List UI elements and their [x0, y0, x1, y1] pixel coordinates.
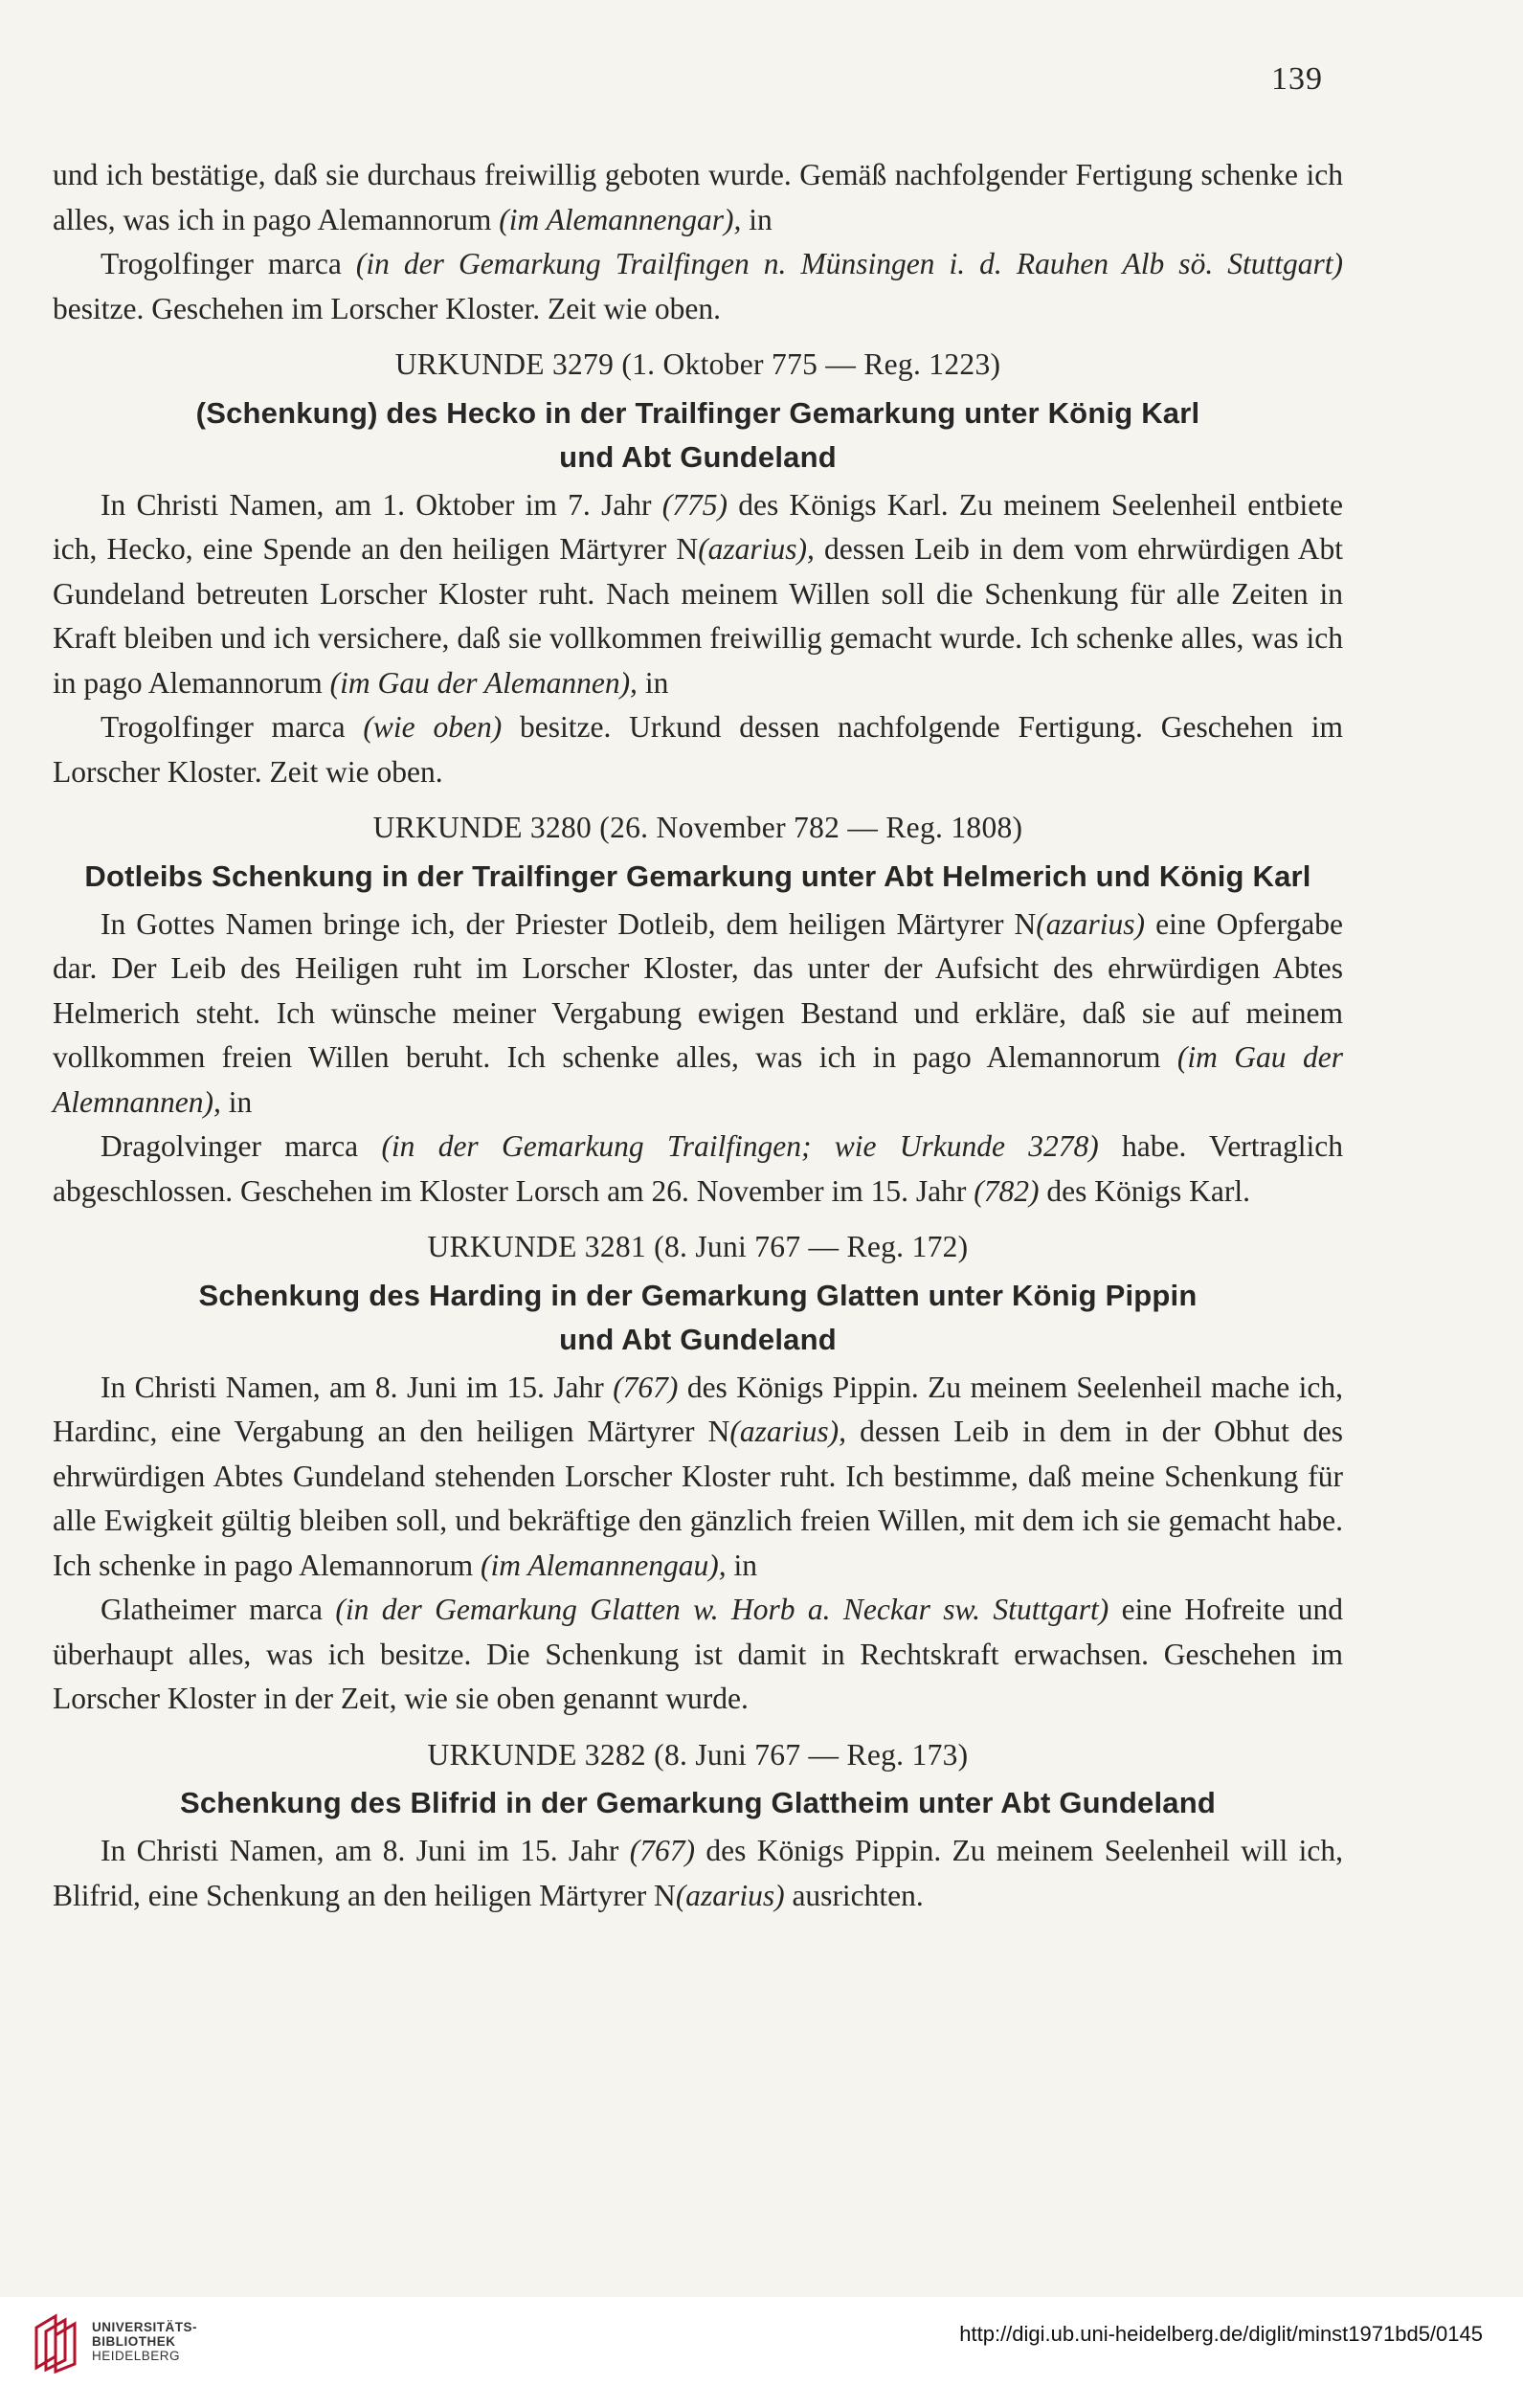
document-body: [53, 153, 1343, 1918]
urkunde-3282-title: Schenkung des Blifrid in der Gemarkung Glattheim unter Abt Gundeland: [179, 1786, 1217, 1819]
urkunde-3280-heading: URKUNDE 3280 (26. November 782 — Reg. 1808): [372, 811, 1023, 844]
urkunde-3279-title: (Schenkung) des Hecko in der Trailfinger Gemarkung unter König Karl und Abt Gundeland: [195, 395, 1200, 474]
library-logo-icon: [31, 2310, 84, 2374]
urkunde-3279-paragraph-2: Trogolfinger marca (wie oben) besitze. Urkund dessen nachfolgende Fertigung. Geschehen im Lorscher Kloster. Zeit wie oben.: [53, 710, 1343, 789]
urkunde-3280-paragraph-1: In Gottes Namen bringe ich, der Priester Dotleib, dem heiligen Märtyrer N(azarius) eine Opfergabe dar. Der Leib des Heiligen ruht im Lorscher Kloster, das unter der Aufsicht des ehrwürdigen Abtes Helmerich steht. Ich wünsche meiner Vergabung ewigen Bestand und erkläre, daß sie auf meinem vollkommen freien Willen beruht. Ich schenke alles, was ich in pago Alemannorum (im Gau der Alemnannen), in: [53, 906, 1343, 1119]
urkunde-3282-heading: URKUNDE 3282 (8. Juni 767 — Reg. 173): [427, 1737, 969, 1772]
urkunde-3279-heading: URKUNDE 3279 (1. Oktober 775 — Reg. 1223): [394, 347, 1001, 381]
page-number: 139: [1271, 61, 1323, 97]
urkunde-3281-paragraph-2: Glatheimer marca (in der Gemarkung Glatten w. Horb a. Neckar sw. Stuttgart) eine Hofreite und überhaupt alles, was ich besitze. Die Schenkung ist damit in Rechtskraft erwachsen. Geschehen im Lorscher Kloster in der Zeit, wie sie oben genannt wurde.: [53, 1593, 1343, 1715]
footer-bar: [0, 2297, 1523, 2408]
urkunde-3281-title: Schenkung des Harding in der Gemarkung Glatten unter König Pippin und Abt Gundeland: [198, 1278, 1198, 1356]
urkunde-3281-paragraph-1: In Christi Namen, am 8. Juni im 15. Jahr (767) des Königs Pippin. Zu meinem Seelenheil mache ich, Hardinc, eine Vergabung an den heiligen Märtyrer N(azarius), dessen Leib in dem in der Obhut des ehrwürdigen Abtes Gundeland stehenden Lorscher Kloster ruht. Ich bestimme, daß meine Schenkung für alle Ewigkeit gültig bleiben soll, und bekräftige den gänzlich freien Willen, mit dem ich sie gemacht habe. Ich schenke in pago Alemannorum (im Alemannengau), in: [53, 1370, 1343, 1582]
urkunde-3280-paragraph-2: Dragolvinger marca (in der Gemarkung Trailfingen; wie Urkunde 3278) habe. Vertraglich abgeschlossen. Geschehen im Kloster Lorsch am 26. November im 15. Jahr (782) des Königs Karl.: [53, 1129, 1343, 1208]
urkunde-3281-heading: URKUNDE 3281 (8. Juni 767 — Reg. 172): [427, 1230, 969, 1263]
urkunde-3279-paragraph-1: In Christi Namen, am 1. Oktober im 7. Jahr (775) des Königs Karl. Zu meinem Seelenheil entbiete ich, Hecko, eine Spende an den heiligen Märtyrer N(azarius), dessen Leib in dem vom ehrwürdigen Abt Gundeland betreuten Lorscher Kloster ruht. Nach meinem Willen soll die Schenkung für alle Zeiten in Kraft bleiben und ich versichere, daß sie vollkommen freiwillig gemacht wurde. Ich schenke alles, was ich in pago Alemannorum (im Gau der Alemannen), in: [53, 487, 1343, 700]
urkunde-3282-paragraph-1: In Christi Namen, am 8. Juni im 15. Jahr (767) des Königs Pippin. Zu meinem Seelenheil will ich, Blifrid, eine Schenkung an den heiligen Märtyrer N(azarius) ausrichten.: [53, 1834, 1343, 1912]
source-url-link[interactable]: http://digi.ub.uni-heidelberg.de/diglit/minst1971bd5/0145: [959, 2322, 1483, 2346]
intro-paragraph: und ich bestätige, daß sie durchaus freiwillig geboten wurde. Gemäß nachfolgender Fertigung schenke ich alles, was ich in pago Alemannorum (im Alemannengar), in: [53, 158, 1343, 236]
intro-paragraph-2: Trogolfinger marca (in der Gemarkung Trailfingen n. Münsingen i. d. Rauhen Alb sö. Stuttgart) besitze. Geschehen im Lorscher Kloster. Zeit wie oben.: [53, 247, 1343, 325]
library-name: UNIVERSITÄTS- BIBLIOTHEK HEIDELBERG: [92, 2320, 198, 2363]
urkunde-3280-title: Dotleibs Schenkung in der Trailfinger Gemarkung unter Abt Helmerich und König Karl: [84, 858, 1311, 893]
